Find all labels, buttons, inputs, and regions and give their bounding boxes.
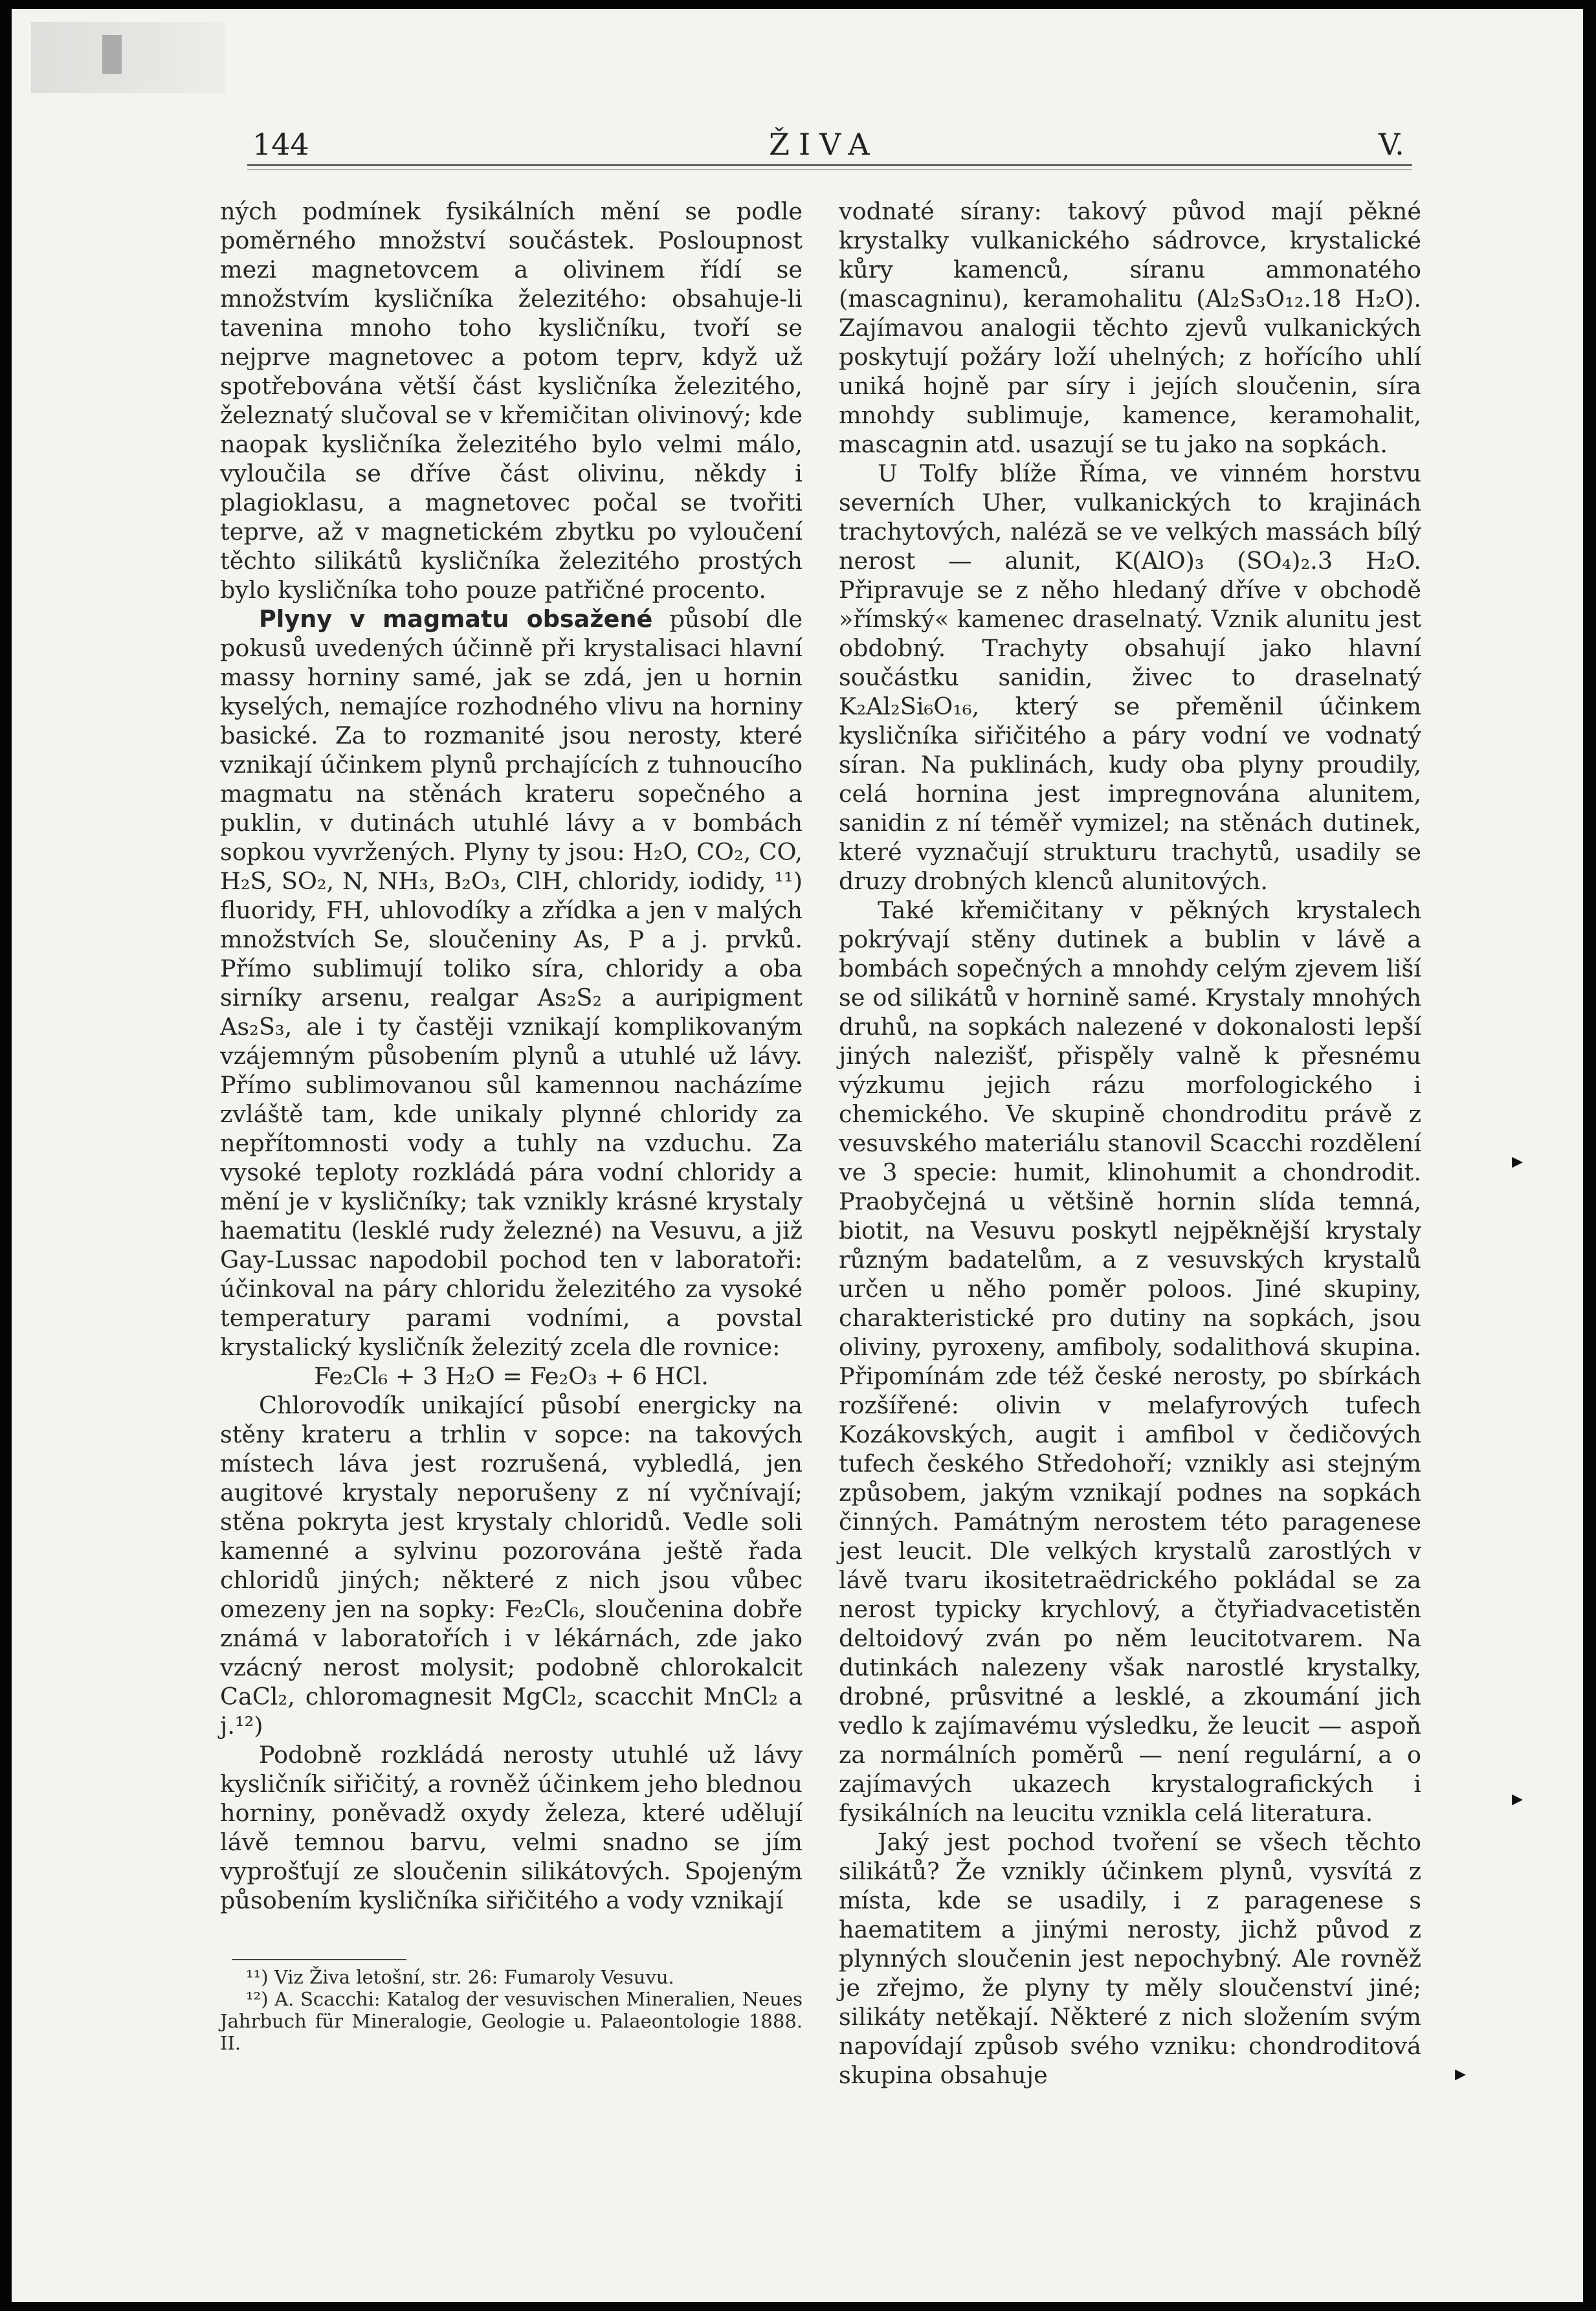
margin-arrow-icon: ▸ [1512, 1786, 1524, 1811]
paragraph: U Tolfy blíže Říma, ve vinném horstvu severních Uher, vulkanických to krajinách trachytových, naléză se ve velkých massách bílý nerost — alunit, K(AlO)₃ (SO₄)₂.3 H₂O. Připravuje se z něho hledaný dříve v obchodě »římský« kamenec draselnatý. Vznik alunitu jest obdobný. Trachyty obsahují jako hlavní součástku sanidin, živec to draselnatý K₂Al₂Si₆O₁₆, který se přeměnil účinkem kysličníka siřičitého a páry vodní ve vodnatý síran. Na puklinách, kudy oba plyny proudily, celá hornina jest impregnována alunitem, sanidin z ní téměř vymizel; na stěnách dutinek, které vyznačují strukturu trachytů, usadily se druzy drobných klenců alunitových. [839, 459, 1421, 895]
paragraph: vodnaté sírany: takový původ mají pěkné krystalky vulkanického sádrovce, krystalické kůry kamenců, síranu ammonatého (mascagninu), keramohalitu (Al₂S₃O₁₂.18 H₂O). Zajímavou analogii těchto zjevů vulkanických poskytují požáry loží uhelných; z hořícího uhlí uniká hojně par síry i jejích sloučenin, síra mnohdy sublimuje, kamence, keramohalit, mascagnin atd. usazují se tu jako na sopkách. [839, 197, 1421, 458]
paragraph: Chlorovodík unikající působí energicky na stěny krateru a trhlin v sopce: na takových místech láva jest rozrušená, vybledlá, jen augitové krystaly neporušeny z ní vyčnívají; stěna pokryta jest krystaly chloridů. Vedle soli kamenné a sylvinu pozorována ještě řada chloridů jiných; některé z nich jsou vůbec omezeny jen na sopky: Fe₂Cl₆, sloučenina dobře známá v laboratořích i v lékárnách, zde jako vzácný nerost molysit; podobně chlorokalcit CaCl₂, chloromagnesit MgCl₂, scacchit MnCl₂ a j.¹²) [220, 1391, 803, 1740]
paragraph: Podobně rozkládá nerosty utuhlé už lávy kysličník siřičitý, a rovněž účinkem jeho blednou horniny, poněvadž oxydy železa, které udělují lávě temnou barvu, velmi snadno se jím vyprošťují ze sloučenin silikátových. Spojeným působením kysličníka siřičitého a vody vznikají [220, 1741, 803, 1914]
document-page [12, 9, 1583, 2302]
footnote: ¹¹) Viz Živa letošní, str. 26: Fumaroly Vesuvu. [246, 1966, 674, 1988]
right-column [839, 197, 1421, 2090]
scan-artifact [31, 22, 225, 93]
paragraph: Také křemičitany v pěkných krystalech pokrývají stěny dutinek a bublin v lávě a bombách sopečných a mnohdy celým zjevem liší se od silikátů v hornině samé. Krystaly mnohých druhů, na sopkách nalezené v dokonalosti lepší jiných nalezišť, přispěly valně k přesnému výzkumu jejich rázu morfologického i chemického. Ve skupině chondroditu právě z vesuvského materiálu stanovil Scacchi rozdělení ve 3 specie: humit, klinohumit a chondrodit. Praobyčejná u většině hornin slída temná, biotit, na Vesuvu poskytl nejpěknější krystaly různým badatelům, a z vesuvských krystalů určen u něho poměr poloos. Jiné skupiny, charakteristické pro dutiny na sopkách, jsou oliviny, pyroxeny, amfiboly, sodalithová skupina. Připomínám zde též české nerosty, po sbírkách rozšířené: olivin v melafyrových tufech Kozákovských, augit i amfibol v čedičových tufech českého Středohoří; vznikly asi stejným způsobem, jakým vznikají podnes na sopkách činných. Památným nerostem této paragenese jest leucit. Dle velkých krystalů zarostlých v lávě tvaru ikositetraëdrického pokládal se za nerost typicky krychlový, a čtyřiadvacetistěn deltoidový zván po něm leucitotvarem. Na dutinkách nalezeny však narostlé krystalky, drobné, průsvitné a lesklé, a zkoumání jich vedlo k zajímavému výsledku, že leucit — aspoň za normálních poměrů — není regulární, a o zajímavých ukazech krystalografických i fysikálních na leucitu vznikla celá literatura. [839, 896, 1422, 1827]
footnotes [220, 1966, 803, 2054]
chemical-equation: Fe₂Cl₆ + 3 H₂O = Fe₂O₃ + 6 HCl. [314, 1362, 709, 1390]
footnote: ¹²) A. Scacchi: Katalog der vesuvischen Mineralien, Neues Jahrbuch für Mineralogie, Geologie u. Palaeontologie 1888. II. [220, 1988, 803, 2054]
paragraph: Jaký jest pochod tvoření se všech těchto silikátů? Že vznikly účinkem plynů, vysvítá z místa, kde se usadily, i z paragenese s haematitem a jinými nerosty, jichž původ z plynných sloučenin jest nepochybný. Ale rovněž je zřejmo, že plyny ty měly sloučenství jiné; silikáty netěkají. Některé z nich složením svým napovídají způsob svého vzniku: chondroditová skupina obsahuje [839, 1828, 1421, 2089]
left-column [220, 197, 803, 1915]
volume-number: V. [1379, 127, 1404, 162]
section-heading: Plyny v magmatu obsažené [259, 605, 653, 633]
journal-title: ŽIVA [769, 127, 879, 162]
paragraph: ných podmínek fysikálních mění se podle poměrného množství součástek. Posloupnost mezi magnetovcem a olivinem řídí se množstvím kysličníka železitého: obsahuje-li tavenina mnoho toho kysličníku, tvoří se nejprve magnetovec a potom teprv, když už spotřebována větší část kysličníka železitého, železnatý slučoval se v křemičitan olivinový; kde naopak kysličníka železitého bylo velmi málo, vyloučila se dříve část olivinu, někdy i plagioklasu, a magnetovec počal se tvořiti teprve, až v magnetickém zbytku po vyloučení těchto silikátů kysličníka železitého prostých bylo kysličníka toho pouze patřičné procento. [220, 197, 803, 604]
paragraph [220, 604, 803, 1362]
page-number: 144 [252, 127, 309, 162]
margin-arrow-icon: ▸ [1455, 2061, 1467, 2086]
header-rule [247, 164, 1412, 170]
footnote-rule [232, 1959, 406, 1960]
paragraph-text: působí dle pokusů uvedených účinně při krystalisaci hlavní massy horniny samé, jak se zdá, jen u hornin kyselých, nemajíce rozhodného vlivu na horniny basické. Za to rozmanité jsou nerosty, které vznikají účinkem plynů prchajících z tuhnoucího magmatu na stěnách krateru sopečného a puklin, v dutinách utuhlé lávy a v bombách sopkou vyvržených. Plyny ty jsou: H₂O, CO₂, CO, H₂S, SO₂, N, NH₃, B₂O₃, ClH, chloridy, iodidy, ¹¹) fluoridy, FH, uhlovodíky a zřídka a jen v malých množstvích Se, sloučeniny As, P a j. prvků. Přímo sublimují toliko síra, chloridy a oba sirníky arsenu, realgar As₂S₂ a auripigment As₂S₃, ale i ty častěji vznikají komplikovaným vzájemným působením plynů a utuhlé už lávy. Přímo sublimovanou sůl kamennou nacházíme zvláště tam, kde unikaly plynné chloridy za nepřítomnosti vody a tuhly na vzduchu. Za vysoké teploty rozkládá pára vodní chloridy a mění je v kysličníky; tak vznikly krásné krystaly haematitu (lesklé rudy železné) na Vesuvu, a již Gay-Lussac napodobil pochod ten v laboratoři: účinkoval na páry chloridu železitého za vysoké temperatury parami vodními, a povstal krystalický kysličník železitý zcela dle rovnice: [220, 605, 803, 1361]
margin-arrow-icon: ▸ [1512, 1148, 1524, 1174]
